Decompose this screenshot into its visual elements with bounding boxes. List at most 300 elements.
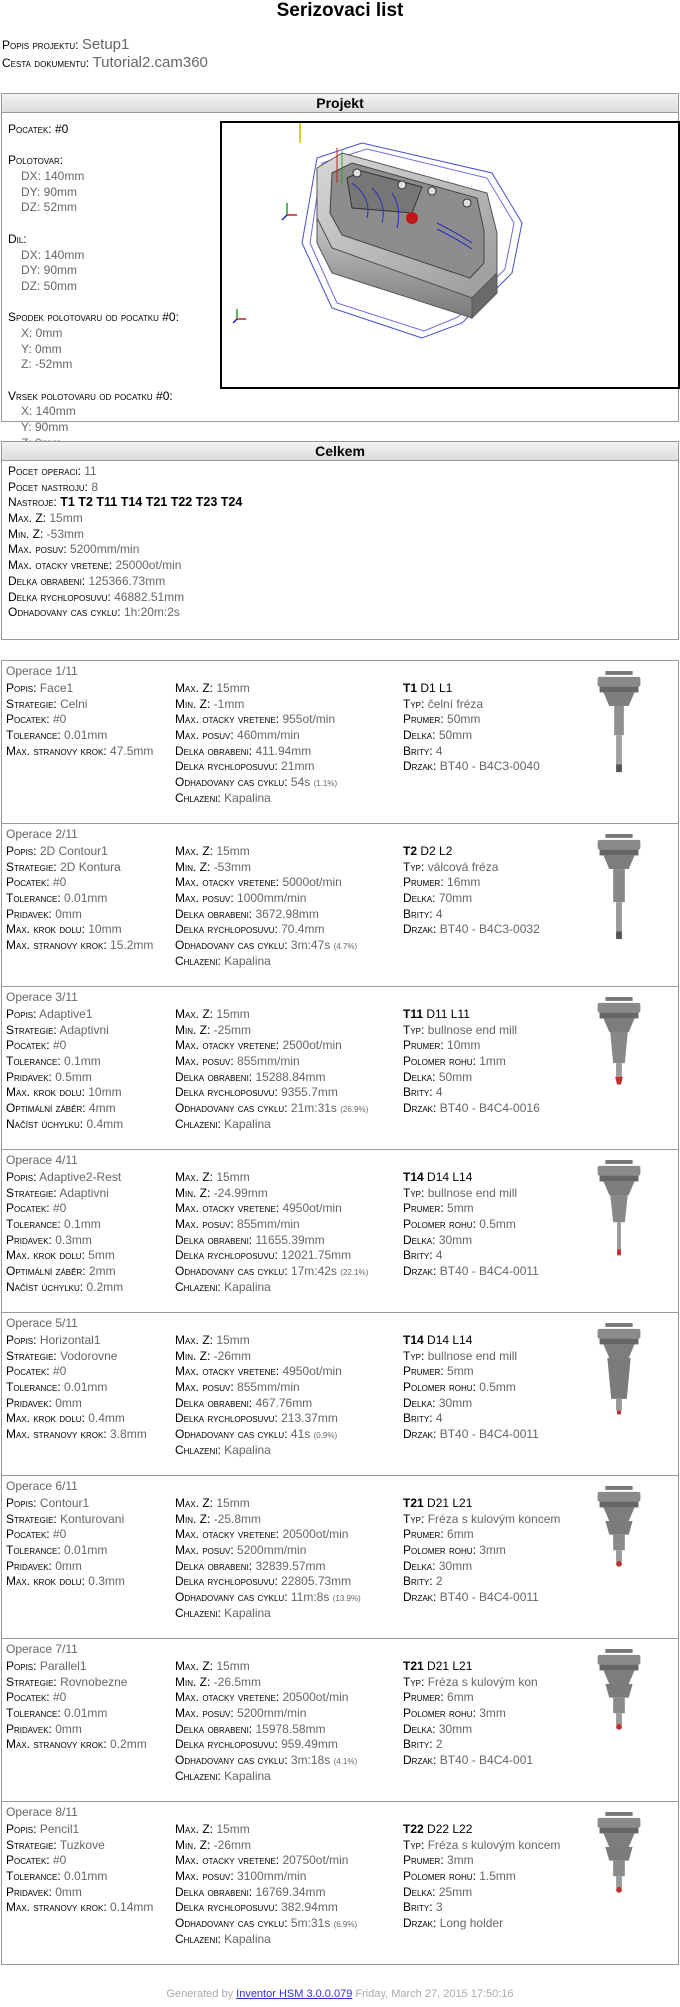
field-label: Max. posuv: [175, 1706, 234, 1721]
tool-field-typ [403, 1511, 561, 1528]
field-value: -24.99mm [213, 1185, 268, 1200]
field-value: Adaptivni [59, 1185, 109, 1200]
tool-image [584, 1645, 654, 1795]
tool-field-typ [403, 1837, 561, 1854]
field-value: bullnose end mill [427, 1185, 518, 1200]
operation-field-optimalni-zaber [6, 1101, 176, 1117]
field-value: Kapalina [224, 1768, 271, 1783]
tool-field-delka [403, 728, 545, 744]
summary-heading: Celkem [2, 442, 678, 461]
field-label: Min. Z: [175, 1511, 211, 1526]
field-label: Typ: [403, 1348, 425, 1363]
field-value: 1.5mm [479, 1869, 516, 1884]
tool-dl: D21 L21 [423, 1496, 473, 1510]
field-value: 0.4mm [88, 1411, 125, 1426]
field-value: 0.01mm [64, 1543, 108, 1558]
tool-image [584, 1319, 654, 1469]
field-value: 411.94mm [255, 743, 312, 758]
field-label: Max. Z: [175, 1496, 213, 1510]
tool-field-brity [403, 907, 545, 923]
field-value: -26mm [213, 1837, 252, 1852]
field-label: Delka obrabeni: [175, 906, 253, 921]
field-value: Horizontal1 [39, 1333, 101, 1347]
tool-field-prumer [403, 1853, 545, 1869]
tool-number: T21 [403, 1659, 424, 1673]
operation-field-delka-rychloposuvu [175, 1737, 395, 1753]
field-label: Strategie: [6, 859, 57, 874]
field-label: Pocatek: [6, 1527, 50, 1542]
operation-field-tolerance [6, 1706, 176, 1722]
footer-link[interactable]: Inventor HSM 3.0.0.079 [236, 1988, 353, 2000]
stock-dz: DZ: 52mm [21, 200, 78, 215]
tool-field-typ [403, 1186, 545, 1202]
field-label: Max. krok dolu: [6, 922, 85, 937]
operation-card [1, 1638, 679, 1802]
origin-value: #0 [54, 122, 69, 136]
field-value: Face1 [39, 681, 74, 695]
field-value: 41s [290, 1427, 311, 1442]
operation-field-nacist-uchylku [6, 1280, 176, 1296]
summary-row-odhadovany-cas-cyklu [8, 605, 242, 621]
field-value: 5000ot/min [282, 875, 342, 890]
field-label: Brity: [403, 1900, 433, 1915]
field-label: Popis: [6, 1822, 37, 1836]
field-value: -26mm [213, 1348, 252, 1363]
field-label: Max. Z: [175, 681, 213, 695]
operation-field-pocatek [6, 1201, 176, 1217]
field-value: -53mm [213, 859, 252, 874]
part-label: Dil: [8, 231, 27, 246]
field-label: Min. Z: [175, 1185, 211, 1200]
field-label: Max. otacky vretene: [175, 1364, 280, 1379]
field-value: 0.3mm [88, 1574, 125, 1589]
field-value: 5m:31s [290, 1916, 331, 1931]
operation-field-chlazeni [175, 954, 395, 970]
summary-value: 8 [91, 479, 99, 494]
tool-field-brity [403, 1411, 545, 1427]
operation-field-popis [6, 844, 176, 860]
summary-row-max-z [8, 511, 242, 527]
tool-dl: D14 L14 [423, 1333, 473, 1347]
field-value: -26.5mm [213, 1674, 262, 1689]
field-label: Max. Z: [175, 1007, 213, 1021]
field-value: 3m:18s [290, 1753, 331, 1768]
field-value: 50mm [438, 728, 473, 743]
field-value: 30mm [438, 1232, 473, 1247]
operation-c2-column [175, 1170, 395, 1296]
field-value: Fréza s kulovým koncem [427, 1837, 561, 1852]
field-value: 2 [435, 1574, 443, 1589]
summary-row-pocet-operaci [8, 464, 242, 480]
field-value: 4mm [88, 1101, 116, 1116]
operation-c2-column [175, 1822, 395, 1948]
field-label: Odhadovany cas cyklu: [175, 1427, 288, 1442]
field-label: Typ: [403, 1185, 425, 1200]
field-label: Max. Z: [175, 844, 213, 858]
field-value: 0.2mm [110, 1737, 147, 1752]
field-value: #0 [52, 1364, 67, 1379]
operation-field-pridavek [6, 1885, 176, 1901]
operation-tool-column [403, 681, 545, 775]
tool-field-drzak [403, 1753, 545, 1769]
field-label: Drzak: [403, 1264, 437, 1279]
operation-field-pridavek [6, 1396, 176, 1412]
field-value: 20750ot/min [282, 1853, 349, 1868]
field-value: 2 [435, 1737, 443, 1752]
summary-row-pocet-nastroju [8, 480, 242, 496]
field-label: Max. otacky vretene: [175, 1527, 280, 1542]
field-label: Delka rychloposuvu: [175, 922, 278, 937]
operation-field-pridavek [6, 1722, 176, 1738]
field-label: Optimální záběr: [6, 1101, 86, 1116]
field-value: 3mm [479, 1543, 506, 1558]
tool-id [403, 1007, 545, 1023]
operation-field-strategie [6, 697, 176, 713]
field-value: 9355.7mm [281, 1085, 338, 1100]
tool-number: T22 [403, 1822, 424, 1836]
part-dx: DX: 140mm [21, 247, 85, 262]
tool-field-typ [403, 697, 545, 713]
operation-title: Operace 3/11 [6, 990, 78, 1004]
operation-field-max-z [175, 1822, 395, 1838]
field-label: Max. stranovy krok: [6, 1737, 107, 1752]
field-label: Pridavek: [6, 1721, 52, 1736]
operation-field-delka-rychloposuvu [175, 1411, 395, 1427]
field-label: Polomer rohu: [403, 1869, 476, 1884]
field-value: 16769.34mm [255, 1884, 326, 1899]
field-label: Chlazeni: [175, 790, 221, 805]
operation-field-pocatek [6, 1364, 176, 1380]
field-label: Polomer rohu: [403, 1217, 476, 1232]
field-label: Drzak: [403, 1101, 437, 1116]
field-value: 6mm [447, 1527, 474, 1542]
operation-field-max-otacky-vretene [175, 1201, 395, 1217]
field-label: Max. otacky vretene: [175, 1201, 280, 1216]
tool-dl: D11 L11 [423, 1007, 470, 1021]
operation-field-chlazeni [175, 1280, 395, 1296]
operation-field-optimalni-zaber [6, 1264, 176, 1280]
operation-field-delka-rychloposuvu [175, 1085, 395, 1101]
operation-field-popis [6, 1170, 176, 1186]
field-label: Delka obrabeni: [175, 1721, 253, 1736]
operation-field-pridavek [6, 1559, 176, 1575]
field-value: 855mm/min [237, 1217, 300, 1232]
tool-field-drzak [403, 1427, 545, 1443]
field-value: 0.01mm [64, 728, 108, 743]
field-value: Pencil1 [39, 1822, 80, 1836]
summary-label: Max. otacky vretene: [8, 558, 113, 573]
field-value: Long holder [439, 1916, 504, 1931]
field-label: Typ: [403, 859, 425, 874]
operation-field-popis [6, 1007, 176, 1023]
field-value: 2mm [88, 1264, 116, 1279]
operation-field-delka-rychloposuvu [175, 1248, 395, 1264]
operation-card [1, 1475, 679, 1639]
field-label: Max. Z: [175, 1170, 213, 1184]
field-value: 22805.73mm [281, 1574, 352, 1589]
tool-number: T11 [403, 1007, 424, 1021]
tool-field-typ [403, 1675, 545, 1691]
field-label: Max. krok dolu: [6, 1574, 85, 1589]
field-label: Odhadovany cas cyklu: [175, 1101, 288, 1116]
field-label: Popis: [6, 1496, 37, 1510]
field-value: Kapalina [224, 1931, 271, 1946]
field-label: Pridavek: [6, 906, 52, 921]
field-label: Prumer: [403, 1853, 444, 1868]
operation-field-max-posuv [175, 728, 395, 744]
operation-field-max-z [175, 681, 395, 697]
operation-field-popis [6, 1333, 176, 1349]
tool-field-brity [403, 744, 545, 760]
operation-field-tolerance [6, 1054, 176, 1070]
operation-tool-column [403, 1007, 545, 1117]
field-label: Tolerance: [6, 1054, 61, 1069]
field-label: Delka rychloposuvu: [175, 1574, 278, 1589]
field-label: Brity: [403, 1737, 433, 1752]
operation-field-strategie [6, 1838, 176, 1854]
field-label: Max. Z: [175, 1822, 213, 1836]
field-value: 16mm [447, 875, 481, 890]
field-value: 30mm [438, 1395, 473, 1410]
operation-title: Operace 7/11 [6, 1642, 78, 1656]
field-value: 0.14mm [110, 1900, 154, 1915]
operation-field-max-posuv [175, 891, 395, 907]
field-value: 15mm [216, 1007, 250, 1021]
field-label: Min. Z: [175, 696, 211, 711]
field-label: Max. krok dolu: [6, 1411, 85, 1426]
tool-field-prumer [403, 1038, 545, 1054]
field-label: Strategie: [6, 1511, 57, 1526]
field-value: 50mm [438, 1069, 473, 1084]
field-value: 4950ot/min [282, 1364, 342, 1379]
field-label: Drzak: [403, 1427, 437, 1442]
field-value: 5mm [447, 1364, 474, 1379]
field-value: 0.1mm [64, 1217, 101, 1232]
field-label: Max. stranovy krok: [6, 1427, 107, 1442]
field-value: 15mm [216, 1659, 250, 1673]
operation-field-chlazeni [175, 791, 395, 807]
field-value: 5mm [88, 1248, 115, 1263]
field-label: Delka: [403, 1558, 436, 1573]
field-value: 855mm/min [237, 1380, 300, 1395]
summary-value: -53mm [46, 526, 85, 541]
operation-tool-column [403, 1496, 561, 1606]
operation-field-tolerance [6, 1869, 176, 1885]
field-percent: (13.9%) [332, 1594, 361, 1604]
field-label: Max. posuv: [175, 1543, 234, 1558]
operation-field-odhadovany-cas-cyklu [175, 1590, 395, 1606]
project-desc-label: Popis projektu: [2, 38, 79, 52]
tool-id [403, 681, 545, 697]
tool-field-prumer [403, 1690, 545, 1706]
footer [0, 1988, 680, 2000]
field-percent: (6.9%) [333, 1920, 358, 1930]
tool-field-delka [403, 1070, 545, 1086]
field-value: Konturovani [60, 1511, 125, 1526]
field-label: Chlazeni: [175, 1116, 221, 1131]
tool-field-polomer-rohu [403, 1217, 545, 1233]
summary-row-max-otacky-vretene [8, 558, 242, 574]
operation-field-max-stranovy-krok [6, 1427, 176, 1443]
operation-field-strategie [6, 860, 176, 876]
field-percent: (22.1%) [340, 1268, 369, 1278]
operation-field-min-z [175, 1186, 395, 1202]
tool-image [584, 830, 654, 980]
field-label: Delka: [403, 1069, 436, 1084]
field-label: Prumer: [403, 1527, 444, 1542]
operation-title: Operace 1/11 [6, 664, 78, 678]
field-label: Odhadovany cas cyklu: [175, 1590, 288, 1605]
summary-label: Max. Z: [8, 511, 46, 526]
tool-field-brity [403, 1737, 545, 1753]
field-label: Tolerance: [6, 1706, 61, 1721]
field-label: Delka rychloposuvu: [175, 1737, 278, 1752]
operation-field-popis [6, 681, 176, 697]
summary-value: 5200mm/min [70, 542, 140, 557]
operation-tool-column [403, 1170, 545, 1280]
operation-field-tolerance [6, 1217, 176, 1233]
summary-label: Nastroje: [8, 495, 57, 510]
field-value: Kapalina [224, 953, 271, 968]
operation-field-chlazeni [175, 1932, 395, 1948]
field-value: 4 [435, 743, 443, 758]
operation-field-delka-rychloposuvu [175, 1900, 395, 1916]
operation-field-delka-rychloposuvu [175, 922, 395, 938]
operation-field-max-z [175, 1007, 395, 1023]
stock-dx: DX: 140mm [21, 169, 85, 184]
field-label: Max. posuv: [175, 1380, 234, 1395]
operation-field-min-z [175, 697, 395, 713]
tool-field-delka [403, 1722, 545, 1738]
field-label: Strategie: [6, 1674, 57, 1689]
field-label: Chlazeni: [175, 1442, 221, 1457]
field-value: -25.8mm [213, 1511, 262, 1526]
tool-field-brity [403, 1900, 545, 1916]
field-label: Delka: [403, 1232, 436, 1247]
field-label: Max. otacky vretene: [175, 1690, 280, 1705]
operation-field-max-posuv [175, 1217, 395, 1233]
operation-field-popis [6, 1659, 176, 1675]
field-value: 10mm [447, 1038, 481, 1053]
field-value: 2D Kontura [60, 859, 121, 874]
field-label: Tolerance: [6, 728, 61, 743]
operation-field-max-z [175, 1333, 395, 1349]
operation-field-pocatek [6, 1690, 176, 1706]
operation-field-min-z [175, 1838, 395, 1854]
operation-field-max-posuv [175, 1543, 395, 1559]
operation-field-max-otacky-vretene [175, 1853, 395, 1869]
page-title: Serizovaci list [276, 0, 404, 21]
operation-field-max-z [175, 1496, 395, 1512]
tool-field-brity [403, 1085, 545, 1101]
operation-c2-column [175, 681, 395, 807]
field-value: 11655.39mm [255, 1232, 325, 1247]
field-value: 3672.98mm [255, 906, 319, 921]
field-label: Popis: [6, 1659, 37, 1673]
operation-field-max-posuv [175, 1869, 395, 1885]
field-label: Min. Z: [175, 1674, 211, 1689]
operation-field-delka-obrabeni [175, 744, 395, 760]
field-label: Tolerance: [6, 891, 61, 906]
tool-field-drzak [403, 759, 545, 775]
field-label: Strategie: [6, 1837, 57, 1852]
operation-field-max-krok-dolu [6, 922, 176, 938]
summary-value: 15mm [49, 511, 83, 526]
field-label: Typ: [403, 1022, 425, 1037]
field-label: Polomer rohu: [403, 1054, 476, 1069]
field-value: 15.2mm [110, 938, 154, 953]
field-value: 10mm [88, 922, 122, 937]
footer-date: Friday, March 27, 2015 17:50:16 [352, 1988, 514, 2000]
summary-label: Delka obrabeni: [8, 573, 86, 588]
tool-dl: D2 L2 [417, 844, 453, 858]
stock-bottom-y: Y: 0mm [21, 341, 62, 356]
operation-title: Operace 4/11 [6, 1153, 78, 1167]
operation-field-pridavek [6, 907, 176, 923]
operation-field-max-stranovy-krok [6, 1737, 176, 1753]
field-value: čelní fréza [427, 696, 484, 711]
operation-field-pocatek [6, 1038, 176, 1054]
tool-image [584, 1156, 654, 1306]
operation-field-min-z [175, 1349, 395, 1365]
operation-field-max-krok-dolu [6, 1411, 176, 1427]
operation-field-max-stranovy-krok [6, 744, 176, 760]
field-value: Vodorovne [60, 1348, 118, 1363]
field-label: Chlazeni: [175, 1279, 221, 1294]
field-label: Max. stranovy krok: [6, 938, 107, 953]
operation-field-max-otacky-vretene [175, 1690, 395, 1706]
field-value: #0 [52, 1038, 67, 1053]
field-value: -25mm [213, 1022, 252, 1037]
tool-image [584, 1808, 654, 1958]
tool-field-prumer [403, 875, 545, 891]
field-label: Chlazeni: [175, 953, 221, 968]
tool-field-drzak [403, 1590, 545, 1606]
summary-value: 125366.73mm [88, 573, 166, 588]
operation-card [1, 660, 679, 824]
operation-field-tolerance [6, 891, 176, 907]
field-label: Delka rychloposuvu: [175, 1085, 278, 1100]
field-value: 955ot/min [282, 712, 336, 727]
field-label: Delka obrabeni: [175, 1884, 253, 1899]
field-value: Kapalina [224, 1605, 271, 1620]
tool-field-brity [403, 1248, 545, 1264]
field-value: 0mm [55, 1721, 82, 1736]
field-value: BT40 - B4C4-001 [439, 1753, 534, 1768]
field-value: BT40 - B4C3-0040 [439, 759, 540, 774]
field-value: 2D Contour1 [39, 844, 108, 858]
field-label: Pocatek: [6, 1364, 50, 1379]
field-value: 4 [435, 1085, 443, 1100]
project-info [8, 122, 218, 451]
part-preview-image [220, 121, 680, 389]
field-percent: (26.9%) [340, 1105, 369, 1115]
field-label: Odhadovany cas cyklu: [175, 775, 288, 790]
operation-c1-column [6, 1496, 176, 1590]
operation-field-pocatek [6, 1527, 176, 1543]
field-label: Delka obrabeni: [175, 743, 253, 758]
tool-field-polomer-rohu [403, 1380, 545, 1396]
project-desc-value: Setup1 [81, 36, 130, 53]
tool-field-delka [403, 891, 545, 907]
tool-id [403, 1170, 545, 1186]
field-label: Max. posuv: [175, 1869, 234, 1884]
field-label: Tolerance: [6, 1380, 61, 1395]
field-value: Kapalina [224, 1116, 271, 1131]
field-label: Delka: [403, 728, 436, 743]
operation-tool-column [403, 1822, 561, 1932]
tool-dl: D21 L21 [423, 1659, 473, 1673]
